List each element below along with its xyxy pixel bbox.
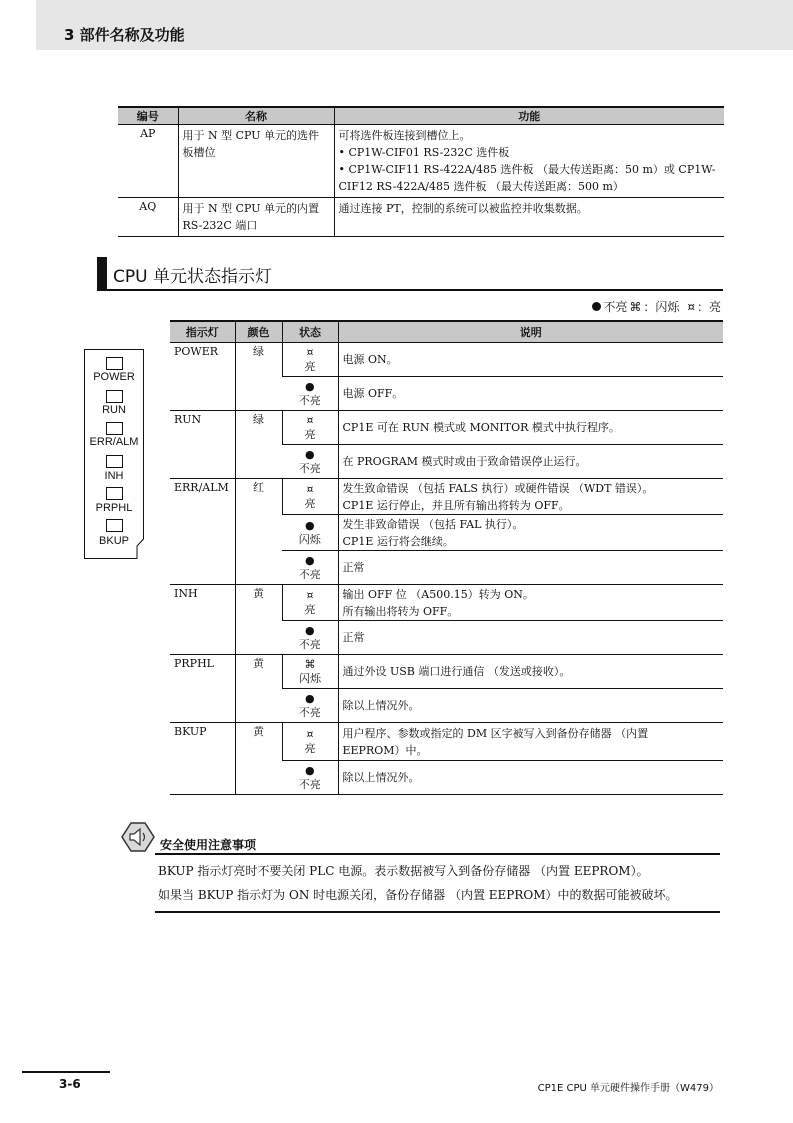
lit-lamp-icon: ¤ bbox=[306, 482, 314, 496]
indicator-name: INH bbox=[170, 585, 235, 655]
state-label: 闪烁 bbox=[298, 532, 321, 546]
function-line: • CP1W-CIF01 RS-232C 选件板 bbox=[338, 146, 510, 159]
col-header-state: 状态 bbox=[282, 321, 338, 343]
blink-lamp-icon: ⌘ bbox=[629, 299, 642, 314]
section-title: CPU 单元状态指示灯 bbox=[113, 267, 272, 287]
table-row bbox=[170, 585, 723, 621]
state-cell bbox=[282, 655, 338, 689]
state-cell bbox=[282, 515, 338, 551]
indicator-color: 黄 bbox=[235, 723, 282, 795]
function-line: 通过连接 PT，控制的系统可以被监控并收集数据。 bbox=[338, 202, 588, 215]
description-line: 正常 bbox=[342, 631, 365, 644]
state-cell bbox=[282, 479, 338, 515]
description-cell bbox=[338, 621, 723, 655]
description-cell bbox=[338, 343, 723, 377]
description-cell bbox=[338, 585, 723, 621]
lit-lamp-icon: ¤ bbox=[306, 345, 314, 359]
led-power bbox=[106, 357, 123, 370]
indicator-panel-diagram bbox=[84, 349, 144, 559]
option-port-table bbox=[118, 106, 724, 237]
description-line: 除以上情况外。 bbox=[342, 699, 420, 712]
led-label: PRPHL bbox=[95, 502, 133, 514]
state-label: 亮 bbox=[304, 602, 316, 616]
state-label: 闪烁 bbox=[299, 671, 321, 685]
legend-off-label: 不亮 bbox=[603, 300, 628, 314]
led-label: INH bbox=[104, 470, 124, 482]
led-label: BKUP bbox=[99, 535, 129, 547]
state-cell bbox=[282, 445, 338, 479]
indicator-name: RUN bbox=[170, 411, 235, 479]
description-line: CP1E 可在 RUN 模式或 MONITOR 模式中执行程序。 bbox=[342, 421, 620, 434]
table-row bbox=[118, 125, 724, 198]
description-line: 电源 ON。 bbox=[342, 353, 398, 366]
description-line: CP1E 运行停止，并且所有输出将转为 OFF。 bbox=[342, 498, 570, 512]
description-line: EEPROM）中。 bbox=[342, 743, 428, 757]
indicator-color: 红 bbox=[235, 479, 282, 585]
description-line: 电源 OFF。 bbox=[342, 387, 404, 400]
indicator-color: 绿 bbox=[235, 411, 282, 479]
description-cell bbox=[338, 689, 723, 723]
row-id: AQ bbox=[118, 198, 178, 237]
caution-divider-bottom bbox=[155, 911, 720, 913]
function-line: 可将选件板连接到槽位上。 bbox=[338, 129, 471, 142]
indicator-name: PRPHL bbox=[170, 655, 235, 723]
row-function bbox=[334, 198, 724, 237]
led-err-alm bbox=[106, 422, 123, 435]
description-line: 发生致命错误 （包括 FALS 执行）或硬件错误 （WDT 错误）。 bbox=[342, 481, 654, 495]
table-row bbox=[170, 343, 723, 377]
state-label: 不亮 bbox=[298, 461, 321, 475]
description-cell bbox=[338, 411, 723, 445]
state-label: 亮 bbox=[304, 741, 316, 755]
state-cell bbox=[282, 761, 338, 795]
description-line: 正常 bbox=[342, 561, 365, 574]
description-cell bbox=[338, 445, 723, 479]
description-cell bbox=[338, 655, 723, 689]
caution-text: 如果当 BKUP 指示灯为 ON 时电源关闭，备份存储器 （内置 EEPROM）中的数据可能被破坏。 bbox=[158, 888, 678, 902]
caution-divider-top bbox=[155, 853, 720, 855]
description-line: 发生非致命错误 （包括 FAL 执行）。 bbox=[342, 517, 524, 531]
col-header-name: 名称 bbox=[178, 107, 334, 125]
description-line: 输出 OFF 位 （A500.15）转为 ON。 bbox=[342, 587, 534, 601]
indicator-name: BKUP bbox=[170, 723, 235, 795]
state-label: 不亮 bbox=[298, 777, 321, 791]
caution-text: BKUP 指示灯亮时不要关闭 PLC 电源。表示数据被写入到备份存储器 （内置 EEPROM）。 bbox=[158, 864, 649, 878]
state-cell bbox=[282, 343, 338, 377]
state-label: 不亮 bbox=[298, 567, 321, 581]
indicator-name: ERR/ALM bbox=[170, 479, 235, 585]
row-name: 用于 N 型 CPU 单元的内置 RS-232C 端口 bbox=[178, 198, 334, 237]
state-cell bbox=[282, 723, 338, 761]
legend-blink-label: ：闪烁 bbox=[643, 300, 680, 314]
indicator-name: POWER bbox=[174, 345, 219, 358]
state-label: 不亮 bbox=[298, 705, 321, 719]
table-row bbox=[170, 411, 723, 445]
state-label: 不亮 bbox=[298, 637, 321, 651]
description-cell bbox=[338, 515, 723, 551]
state-cell bbox=[282, 585, 338, 621]
state-label: 亮 bbox=[304, 359, 316, 373]
indicator-color: 黄 bbox=[235, 655, 282, 723]
filled-circle-icon: ● bbox=[304, 691, 315, 705]
manual-title: CP1E CPU 单元硬件操作手册（W479） bbox=[537, 1083, 719, 1094]
state-cell bbox=[282, 377, 338, 411]
table-row bbox=[118, 198, 724, 237]
filled-circle-icon: ● bbox=[304, 553, 315, 567]
state-cell bbox=[282, 621, 338, 655]
lit-lamp-icon: ¤ bbox=[306, 588, 314, 602]
state-label: 亮 bbox=[304, 496, 316, 510]
lit-lamp-icon: ¤ bbox=[306, 413, 314, 427]
col-header-indicator: 指示灯 bbox=[170, 321, 235, 343]
state-cell bbox=[282, 411, 338, 445]
led-label: ERR/ALM bbox=[89, 436, 139, 448]
chapter-title: 3 部件名称及功能 bbox=[64, 26, 185, 44]
indicator-color: 绿 bbox=[235, 343, 282, 411]
lit-lamp-icon: ¤ bbox=[306, 727, 314, 741]
led-inh bbox=[106, 455, 123, 468]
state-label: 不亮 bbox=[298, 393, 321, 407]
col-header-color: 颜色 bbox=[235, 321, 282, 343]
table-row bbox=[170, 655, 723, 689]
page-number: 3-6 bbox=[59, 1077, 81, 1091]
state-cell bbox=[282, 689, 338, 723]
col-header-id: 编号 bbox=[118, 107, 178, 125]
led-label: POWER bbox=[93, 371, 135, 383]
filled-circle-icon: ● bbox=[304, 763, 315, 777]
section-divider bbox=[97, 289, 723, 291]
caution-title: 安全使用注意事项 bbox=[160, 838, 257, 852]
description-line: 除以上情况外。 bbox=[342, 771, 420, 784]
description-line: CP1E 运行将会继续。 bbox=[342, 534, 454, 548]
footer-divider bbox=[22, 1071, 110, 1073]
row-id: AP bbox=[140, 127, 156, 140]
row-function bbox=[334, 125, 724, 198]
col-header-function: 功能 bbox=[334, 107, 724, 125]
led-label: RUN bbox=[102, 404, 126, 416]
filled-circle-icon: ● bbox=[304, 623, 315, 637]
filled-circle-icon bbox=[592, 302, 601, 311]
description-cell bbox=[338, 723, 723, 761]
blink-lamp-icon: ⌘ bbox=[304, 657, 316, 671]
description-cell bbox=[338, 551, 723, 585]
state-label: 亮 bbox=[304, 427, 316, 441]
indicator-color: 黄 bbox=[235, 585, 282, 655]
row-name: 用于 N 型 CPU 单元的选件板槽位 bbox=[178, 125, 334, 198]
state-legend bbox=[592, 298, 721, 315]
caution-speaker-icon bbox=[121, 822, 155, 852]
description-cell bbox=[338, 479, 723, 515]
state-cell bbox=[282, 551, 338, 585]
filled-circle-icon: ● bbox=[304, 518, 315, 532]
section-marker bbox=[97, 257, 107, 289]
filled-circle-icon: ● bbox=[304, 379, 315, 393]
led-prphl bbox=[106, 487, 123, 500]
function-line: • CP1W-CIF11 RS-422A/485 选件板 （最大传送距离：50 m）或 CP1W-CIF12 RS-422A/485 选件板 （最大传送距离：500 m） bbox=[338, 163, 716, 193]
description-line: 在 PROGRAM 模式时或由于致命错误停止运行。 bbox=[342, 455, 587, 468]
table-row bbox=[170, 479, 723, 515]
description-cell bbox=[338, 377, 723, 411]
description-line: 所有输出将转为 OFF。 bbox=[342, 604, 459, 618]
legend-on-label: ：亮 bbox=[696, 300, 721, 314]
description-line: 通过外设 USB 端口进行通信 （发送或接收）。 bbox=[342, 665, 571, 678]
lit-lamp-icon: ¤ bbox=[687, 299, 695, 314]
led-run bbox=[106, 390, 123, 403]
led-bkup bbox=[106, 519, 123, 532]
table-row bbox=[170, 723, 723, 761]
description-line: 用户程序、参数或指定的 DM 区字被写入到备份存储器 （内置 bbox=[342, 726, 649, 740]
description-cell bbox=[338, 761, 723, 795]
filled-circle-icon: ● bbox=[304, 447, 315, 461]
indicator-table bbox=[170, 320, 723, 795]
col-header-description: 说明 bbox=[338, 321, 723, 343]
